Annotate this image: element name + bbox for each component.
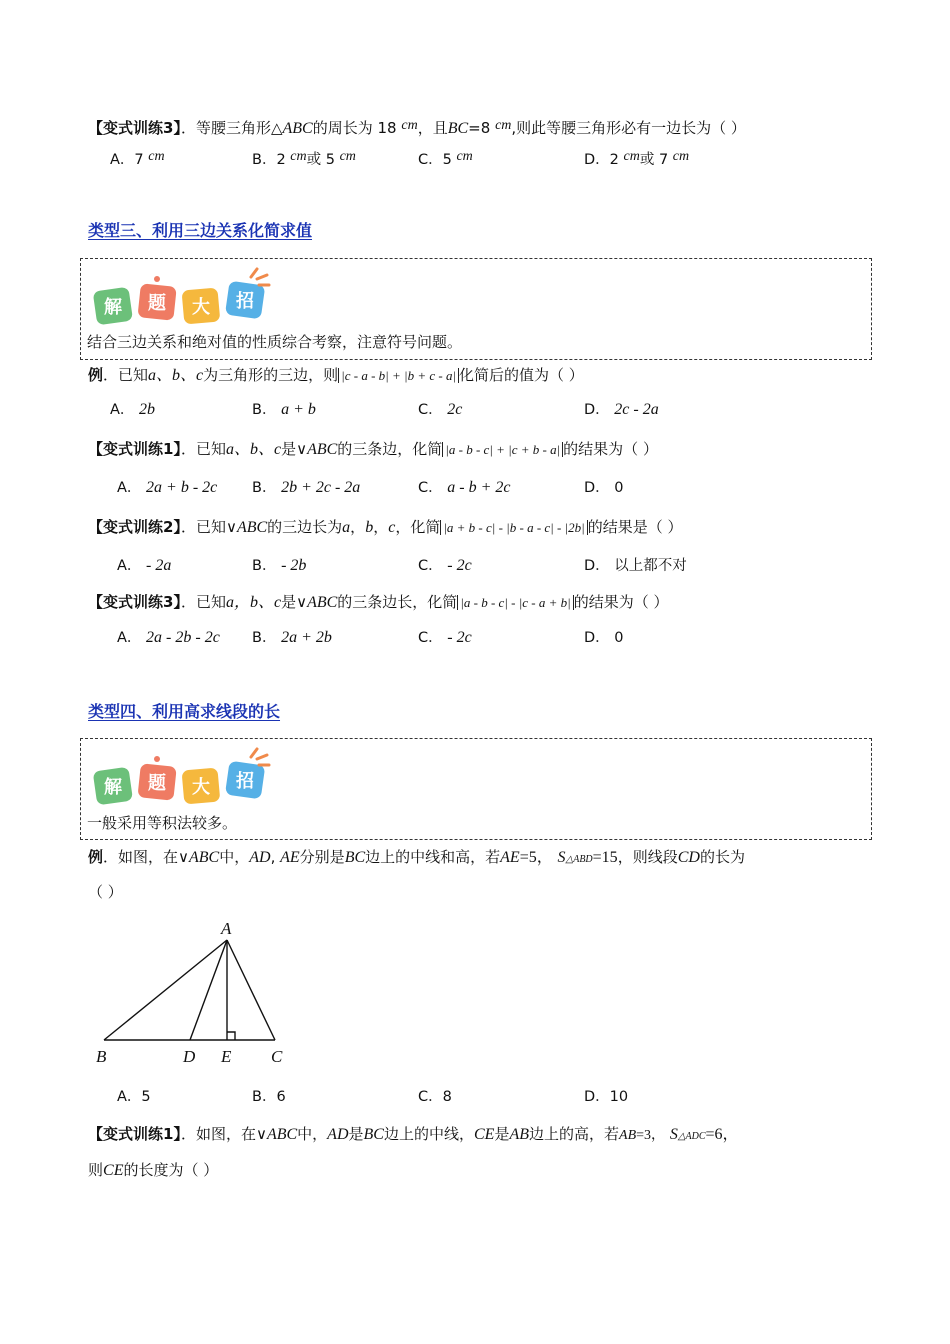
question-t3v1-stem: 【变式训练1】．已知a、b、c是∨ABC的三条边，化简 |a - b - c| + |c + b - a| 的结果为（ ） [88,440,658,458]
option-a[interactable]: A．5 [117,1089,151,1105]
option-b[interactable]: B． - 2b [252,557,307,574]
question-t3v3-stem: 【变式训练3】．已知a，b、c是∨ABC的三条边长，化简 |a - b - c| - |c - a + b| 的结果为（ ） [88,593,669,611]
math-expression: |a + b - c| - |b - a - c| - |2b| [440,520,587,535]
section-heading-type3: 类型三、利用三边关系化简求值 [88,221,313,240]
section-heading-type4: 类型四、利用高求线段的长 [88,702,281,721]
math-abc: ABC [282,120,313,137]
label-e: E [221,1047,232,1066]
example-type3-stem: 例．已知a、b、c为三角形的三边，则 |c - a - b| + |b + c - a| 化简后的值为（ ） [88,366,584,384]
tip-box [80,738,872,840]
option-b[interactable]: B． a + b [252,401,316,418]
label-d: D [183,1047,196,1066]
triangle-figure [90,915,300,1075]
option-d[interactable]: D． 以上都不对 [584,558,687,574]
badge-char: 招 [236,291,254,312]
solution-tips-badge-icon [91,747,271,807]
option-d[interactable]: D． 2c - 2a [584,401,659,418]
stem-text: ,则此等腰三角形必有一边长为（ ） [511,119,746,137]
question-t4v1-stem-line2: 则CE的长度为（ ） [88,1161,219,1179]
segment-ac [227,940,275,1040]
label-a: A [221,919,232,938]
question-t3v2-stem: 【变式训练2】．已知∨ABC的三边长为a，b，c，化简 |a + b - c| - |b - a - c| - |2b| 的结果是（ ） [88,518,683,536]
option-a[interactable]: A．7 cm [110,149,165,168]
option-c[interactable]: C．8 [418,1089,452,1105]
option-c[interactable]: C． 2c [418,401,463,418]
option-c[interactable]: C． - 2c [418,629,472,646]
math-bc: BC [447,120,469,137]
tip-text: 一般采用等积法较多。 [87,814,238,832]
option-c[interactable]: C． - 2c [418,557,472,574]
question-t4v1-stem: 【变式训练1】．如图，在∨ABC中，AD是BC边上的中线，CE是AB边上的高，若AB=3， S△ADC=6， [88,1125,739,1143]
question-s1-stem [88,118,746,140]
badge-char: 招 [236,771,254,792]
option-b[interactable]: B． 2b + 2c - 2a [252,479,361,496]
badge-char: 大 [192,297,210,318]
question-label: 【变式训练3】 [88,119,181,137]
badge-char: 题 [148,293,166,314]
option-b[interactable]: B． 2a + 2b [252,629,332,646]
badge-char: 解 [104,297,122,318]
badge-char: 解 [104,777,122,798]
label-c: C [271,1047,283,1066]
math-expression: |a - b - c| + |c + b - a| [442,442,563,457]
option-b[interactable]: B．6 [252,1089,286,1105]
math-expression: |a - b - c| - |c - a + b| [457,595,573,610]
option-d[interactable]: D．2 cm或 7 cm [584,149,690,168]
option-d[interactable]: D． 0 [584,480,624,496]
stem-text: ．等腰三角形△ [180,119,283,137]
right-angle-mark [227,1032,235,1040]
stem-text: ，且 [417,119,448,137]
label-b: B [96,1047,107,1066]
option-d[interactable]: D．10 [584,1089,629,1105]
solution-tips-badge-icon [91,267,271,327]
unit: cm [401,118,418,133]
example-type4-stem: 例．如图，在∨ABC中，AD, AE分别是BC边上的中线和高，若AE=5， S△ABD=15，则线段CD的长为 [88,848,745,866]
badge-char: 大 [192,777,210,798]
option-b[interactable]: B．2 cm或 5 cm [252,149,356,168]
stem-text: =8 [468,119,491,137]
tip-text: 结合三边关系和绝对值的性质综合考察，注意符号问题。 [87,333,463,351]
unit: cm [495,118,512,133]
example-type4-paren: （ ） [88,883,123,901]
option-a[interactable]: A． - 2a [117,557,172,574]
option-c[interactable]: C．5 cm [418,149,473,168]
option-d[interactable]: D． 0 [584,630,624,646]
option-c[interactable]: C． a - b + 2c [418,479,511,496]
option-a[interactable]: A． 2a - 2b - 2c [117,629,220,646]
example-label: 例 [88,366,104,384]
tip-box [80,258,872,360]
option-a[interactable]: A． 2a + b - 2c [117,479,218,496]
badge-char: 题 [148,773,166,794]
option-a[interactable]: A． 2b [110,401,156,418]
math-expression: |c - a - b| + |b + c - a| [338,368,459,383]
stem-text: 的周长为 18 [312,119,397,137]
